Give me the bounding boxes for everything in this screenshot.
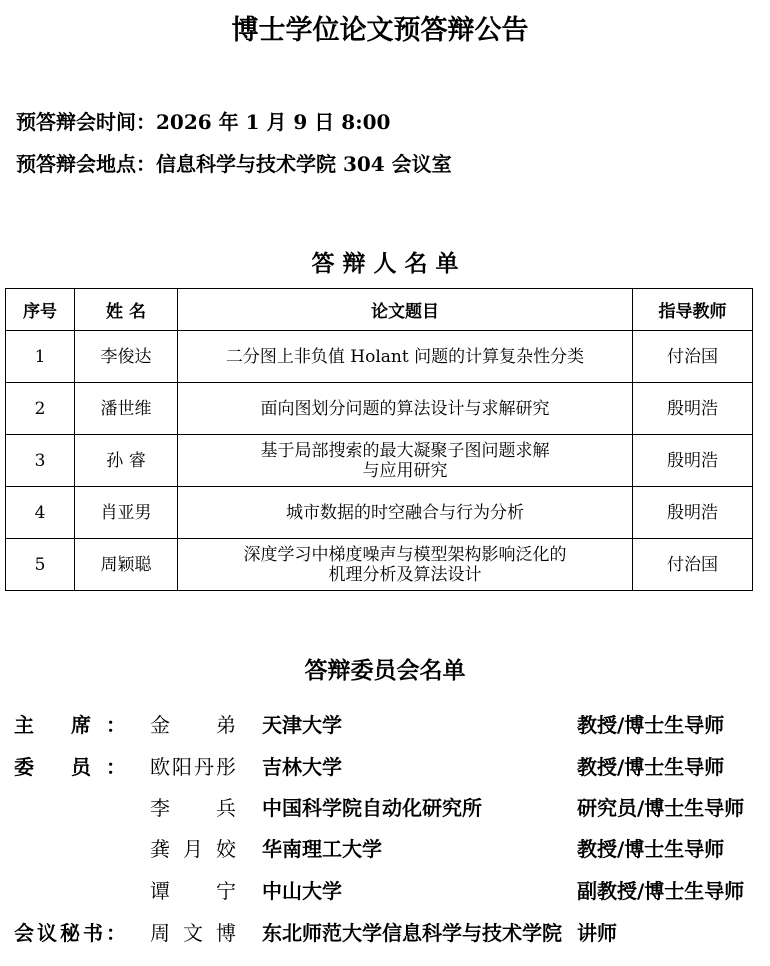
committee-position: 教授/博士生导师 <box>577 837 725 861</box>
committee-name: 金 弟 <box>150 713 236 737</box>
committee-institution: 天津大学 <box>262 713 342 737</box>
candidate-name: 李俊达 <box>75 331 178 383</box>
committee-member-row <box>0 875 770 915</box>
defense-list-heading: 答 辩 人 名 单 <box>311 251 459 277</box>
meeting-place-label: 预答辩会地点： <box>16 152 156 176</box>
committee-institution: 中山大学 <box>262 879 342 903</box>
committee-member-row <box>0 709 770 749</box>
committee-heading: 答辩委员会名单 <box>304 658 466 684</box>
advisor-name: 殷明浩 <box>633 383 753 435</box>
candidate-name: 潘世维 <box>75 383 178 435</box>
committee-institution: 中国科学院自动化研究所 <box>262 796 482 820</box>
column-header-advisor: 指导教师 <box>633 289 753 331</box>
committee-position: 教授/博士生导师 <box>577 713 725 737</box>
page-title: 博士学位论文预答辩公告 <box>231 15 529 46</box>
committee-position: 教授/博士生导师 <box>577 755 725 779</box>
committee-position: 讲师 <box>577 921 617 945</box>
row-number: 3 <box>6 435 75 487</box>
table-row <box>6 487 753 539</box>
thesis-title <box>178 331 633 383</box>
meeting-time-label: 预答辩会时间： <box>16 110 156 134</box>
thesis-title <box>178 435 633 487</box>
committee-name: 龚月姣 <box>150 837 236 861</box>
column-header-name: 姓 名 <box>75 289 178 331</box>
committee-role: 委 员： <box>14 755 126 779</box>
thesis-title <box>178 539 633 591</box>
committee-position: 副教授/博士生导师 <box>577 879 745 903</box>
thesis-title <box>178 383 633 435</box>
committee-role: 主 席： <box>14 713 126 737</box>
table-row <box>6 383 753 435</box>
committee-name: 谭 宁 <box>150 879 236 903</box>
candidate-name: 孙 睿 <box>75 435 178 487</box>
thesis-title-line: 二分图上非负值 Holant 问题的计算复杂性分类 <box>225 346 585 367</box>
thesis-title <box>178 487 633 539</box>
committee-member-row <box>0 792 770 832</box>
advisor-name: 付治国 <box>633 331 753 383</box>
table-header-row <box>6 289 753 331</box>
table-row <box>6 435 753 487</box>
meeting-place-value: 信息科学与技术学院 304 会议室 <box>156 152 452 176</box>
committee-name: 李 兵 <box>150 796 236 820</box>
committee-member-row <box>0 833 770 873</box>
row-number: 5 <box>6 539 75 591</box>
committee-role: 会议秘书： <box>14 921 126 945</box>
meeting-place <box>16 148 452 177</box>
thesis-title-line: 基于局部搜索的最大凝聚子图问题求解 <box>260 440 550 461</box>
thesis-title-line: 与应用研究 <box>362 460 448 481</box>
committee-institution: 华南理工大学 <box>262 837 382 861</box>
candidate-name: 周颖聪 <box>75 539 178 591</box>
table-row <box>6 539 753 591</box>
thesis-title-line: 深度学习中梯度噪声与模型架构影响泛化的 <box>243 544 567 565</box>
advisor-name: 付治国 <box>633 539 753 591</box>
committee-position: 研究员/博士生导师 <box>577 796 745 820</box>
row-number: 2 <box>6 383 75 435</box>
committee-member-row <box>0 751 770 791</box>
meeting-time <box>16 106 390 135</box>
row-number: 1 <box>6 331 75 383</box>
advisor-name: 殷明浩 <box>633 487 753 539</box>
thesis-title-line: 面向图划分问题的算法设计与求解研究 <box>260 398 550 419</box>
committee-institution: 吉林大学 <box>262 755 342 779</box>
defense-table <box>5 288 753 591</box>
candidate-name: 肖亚男 <box>75 487 178 539</box>
committee-name: 周文博 <box>150 921 236 945</box>
committee-name: 欧阳丹彤 <box>150 755 236 779</box>
table-row <box>6 331 753 383</box>
advisor-name: 殷明浩 <box>633 435 753 487</box>
row-number: 4 <box>6 487 75 539</box>
thesis-title-line: 机理分析及算法设计 <box>328 564 482 585</box>
column-header-number: 序号 <box>6 289 75 331</box>
column-header-thesis: 论文题目 <box>178 289 633 331</box>
meeting-time-value: 2026 年 1 月 9 日 8:00 <box>156 110 391 134</box>
thesis-title-line: 城市数据的时空融合与行为分析 <box>286 502 524 523</box>
committee-member-row <box>0 917 770 957</box>
committee-institution: 东北师范大学信息科学与技术学院 <box>262 921 562 945</box>
